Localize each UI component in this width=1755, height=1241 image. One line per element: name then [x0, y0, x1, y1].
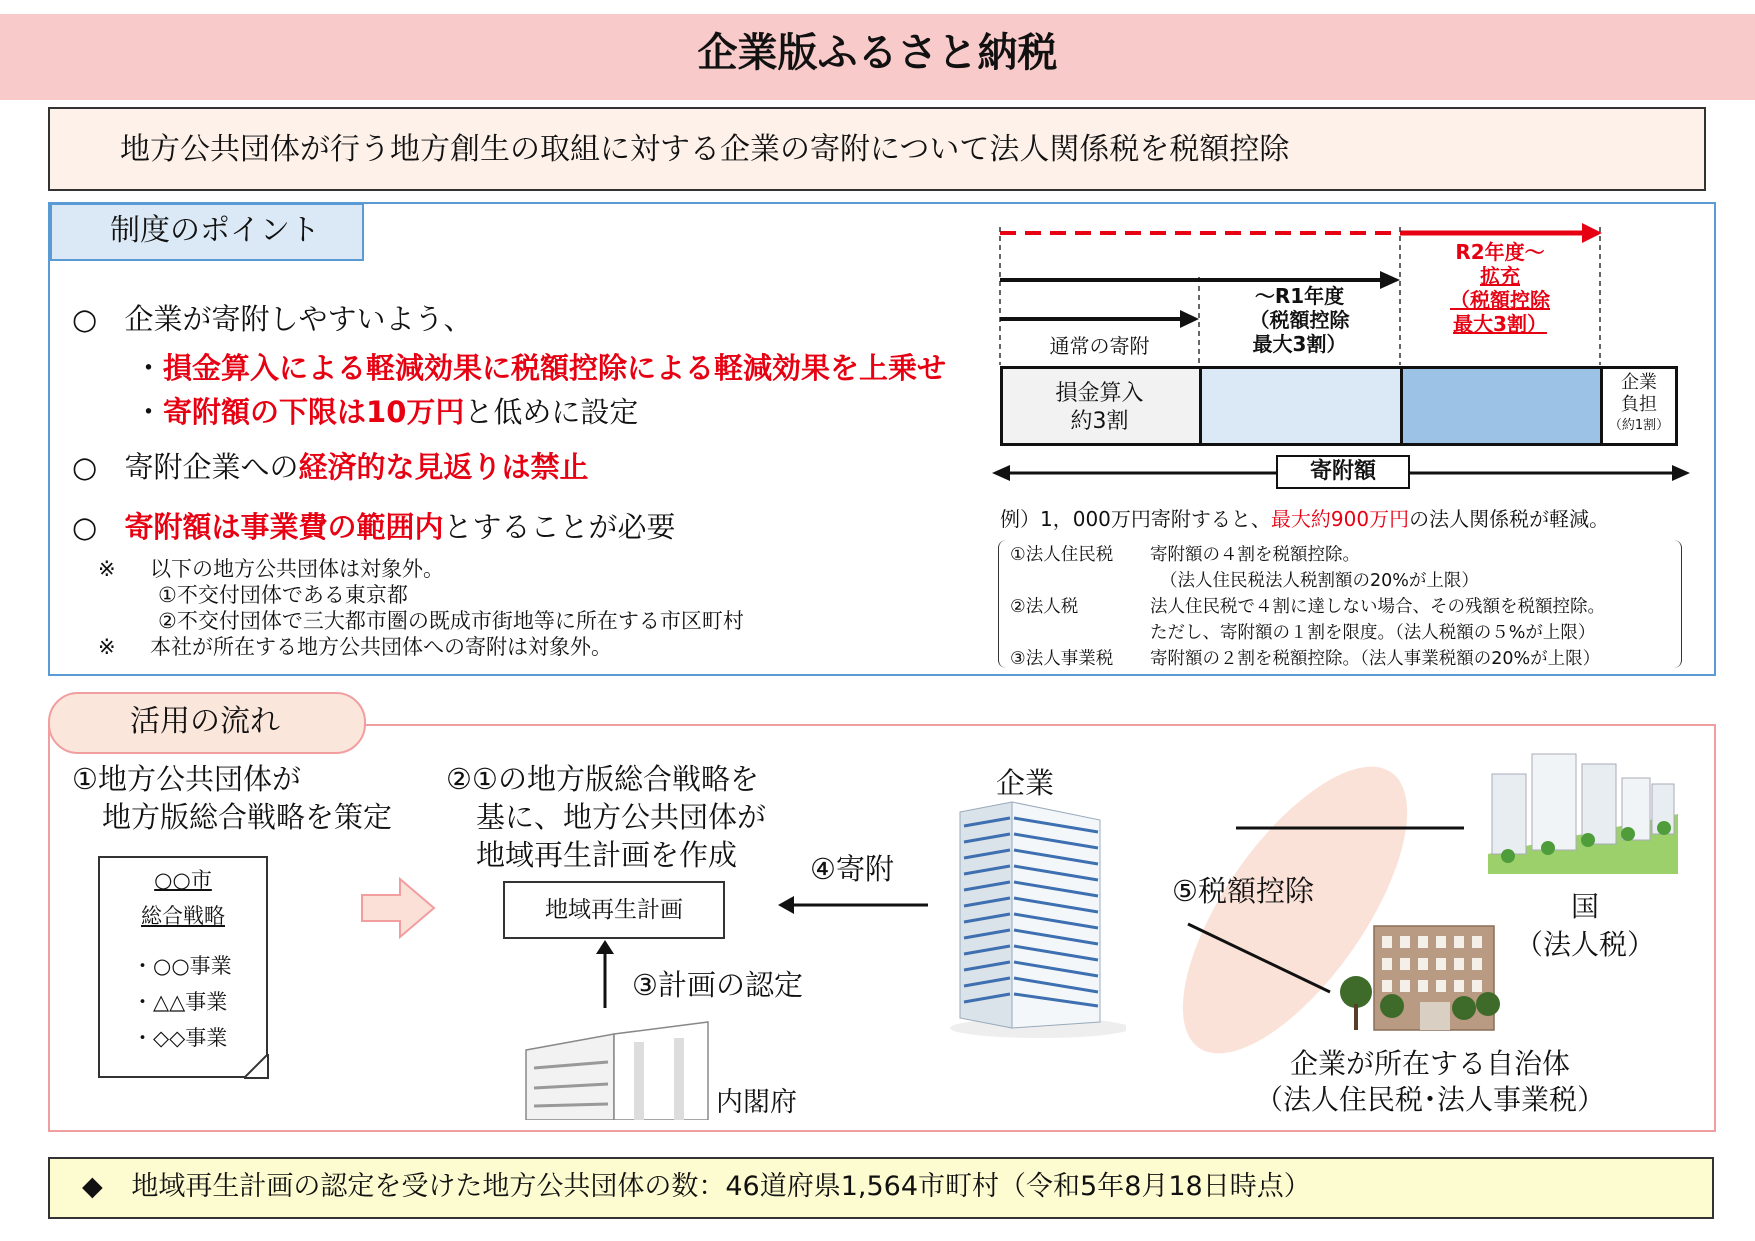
note-2-mark: ※	[98, 635, 116, 659]
country-label: 国 （法人税）	[1514, 890, 1655, 961]
breakdown-row-4: ただし、寄附額の１割を限度。（法人税額の５%が上限）	[1150, 623, 1596, 643]
burden-label: 企業 負担 （約1割）	[1608, 372, 1670, 433]
step-4: ④寄附	[810, 852, 894, 886]
point-1: ○ 企業が寄附しやすいよう、	[72, 302, 473, 336]
normal-donation-label: 通常の寄附	[1049, 334, 1150, 358]
step-3: ③計画の認定	[632, 968, 803, 1002]
r2-label: R2年度～ 拡充 （税額控除 最大3割）	[1450, 240, 1550, 336]
local-government-label: 企業が所在する自治体 （法人住民税･法人事業税）	[1254, 1047, 1605, 1116]
breakdown-row-1: ①法人住民税 寄附額の４割を税額控除。	[1010, 545, 1360, 565]
r2-segment	[1400, 366, 1600, 446]
government-buildings-icon	[1488, 744, 1678, 874]
cabinet-office-label: 内閣府	[716, 1087, 797, 1118]
r1-label: ～R1年度 （税額控除 最大3割）	[1249, 284, 1350, 356]
note-2-text: 本社が所在する地方公共団体への寄附は対象外。	[150, 635, 612, 659]
company-building-icon	[940, 800, 1126, 1040]
pink-arrow-icon	[360, 877, 436, 939]
breakdown-row-3: ②法人税 法人住民税で４割に達しない場合、その残額を税額控除。	[1010, 597, 1605, 617]
document-title: ○○市 総合戦略	[141, 868, 225, 928]
note-1-mark: ※	[98, 557, 116, 581]
document-items: ・○○事業 ・△△事業 ・◇◇事業	[132, 954, 232, 1050]
note-1-text: 以下の地方公共団体は対象外。	[150, 557, 444, 581]
document-fold-icon	[244, 1054, 270, 1080]
bottom-note: ◆ 地域再生計画の認定を受けた地方公共団体の数：46道府県1,564市町村（令和5年8月18日時点）	[82, 1171, 1311, 1202]
example-text: 例）1，000万円寄附すると、最大約900万円の法人関係税が軽減。	[1000, 507, 1610, 531]
company-label: 企業	[996, 766, 1055, 800]
up-arrow-icon	[590, 940, 620, 1010]
bullet-mark: ○	[72, 302, 98, 336]
cabinet-office-building-icon	[524, 1010, 710, 1120]
step-5: ⑤税額控除	[1172, 874, 1314, 908]
summary-text: 地方公共団体が行う地方創生の取組に対する企業の寄附について法人関係税を税額控除	[120, 132, 1290, 167]
step-1: ①地方公共団体が 地方版総合戦略を策定	[72, 762, 393, 834]
points-tab: 制度のポイント	[50, 203, 364, 261]
donation-amount-label: 寄附額	[1276, 455, 1410, 489]
point-1-sub-1: ・損金算入による軽減効果に税額控除による軽減効果を上乗せ	[134, 351, 947, 385]
r1-segment	[1199, 366, 1400, 446]
point-2: ○ 寄附企業への経済的な見返りは禁止	[72, 450, 589, 484]
step-2: ②①の地方版総合戦略を 基に、地方公共団体が 地域再生計画を作成	[446, 762, 767, 872]
point-3: ○ 寄附額は事業費の範囲内とすることが必要	[72, 510, 676, 544]
deduction-label: 損金算入 約3割	[1055, 381, 1144, 434]
breakdown-row-5: ③法人事業税 寄附額の２割を税額控除。（法人事業税額の20%が上限）	[1010, 649, 1601, 669]
breakdown-row-2: （法人住民税法人税割額の20%が上限）	[1160, 571, 1479, 591]
note-excluded-1: ①不交付団体である東京都	[158, 583, 408, 607]
left-arrow-icon	[778, 890, 928, 920]
flow-tab: 活用の流れ	[48, 692, 366, 754]
point-1-sub-2: ・寄附額の下限は10万円と低めに設定	[134, 395, 639, 429]
page-title: 企業版ふるさと納税	[697, 30, 1058, 76]
note-excluded-2: ②不交付団体で三大都市圏の既成市街地等に所在する市区町村	[158, 609, 744, 633]
local-government-building-icon	[1340, 920, 1500, 1036]
normal-arrowhead	[1180, 310, 1199, 328]
regional-plan-box: 地域再生計画	[503, 881, 725, 939]
